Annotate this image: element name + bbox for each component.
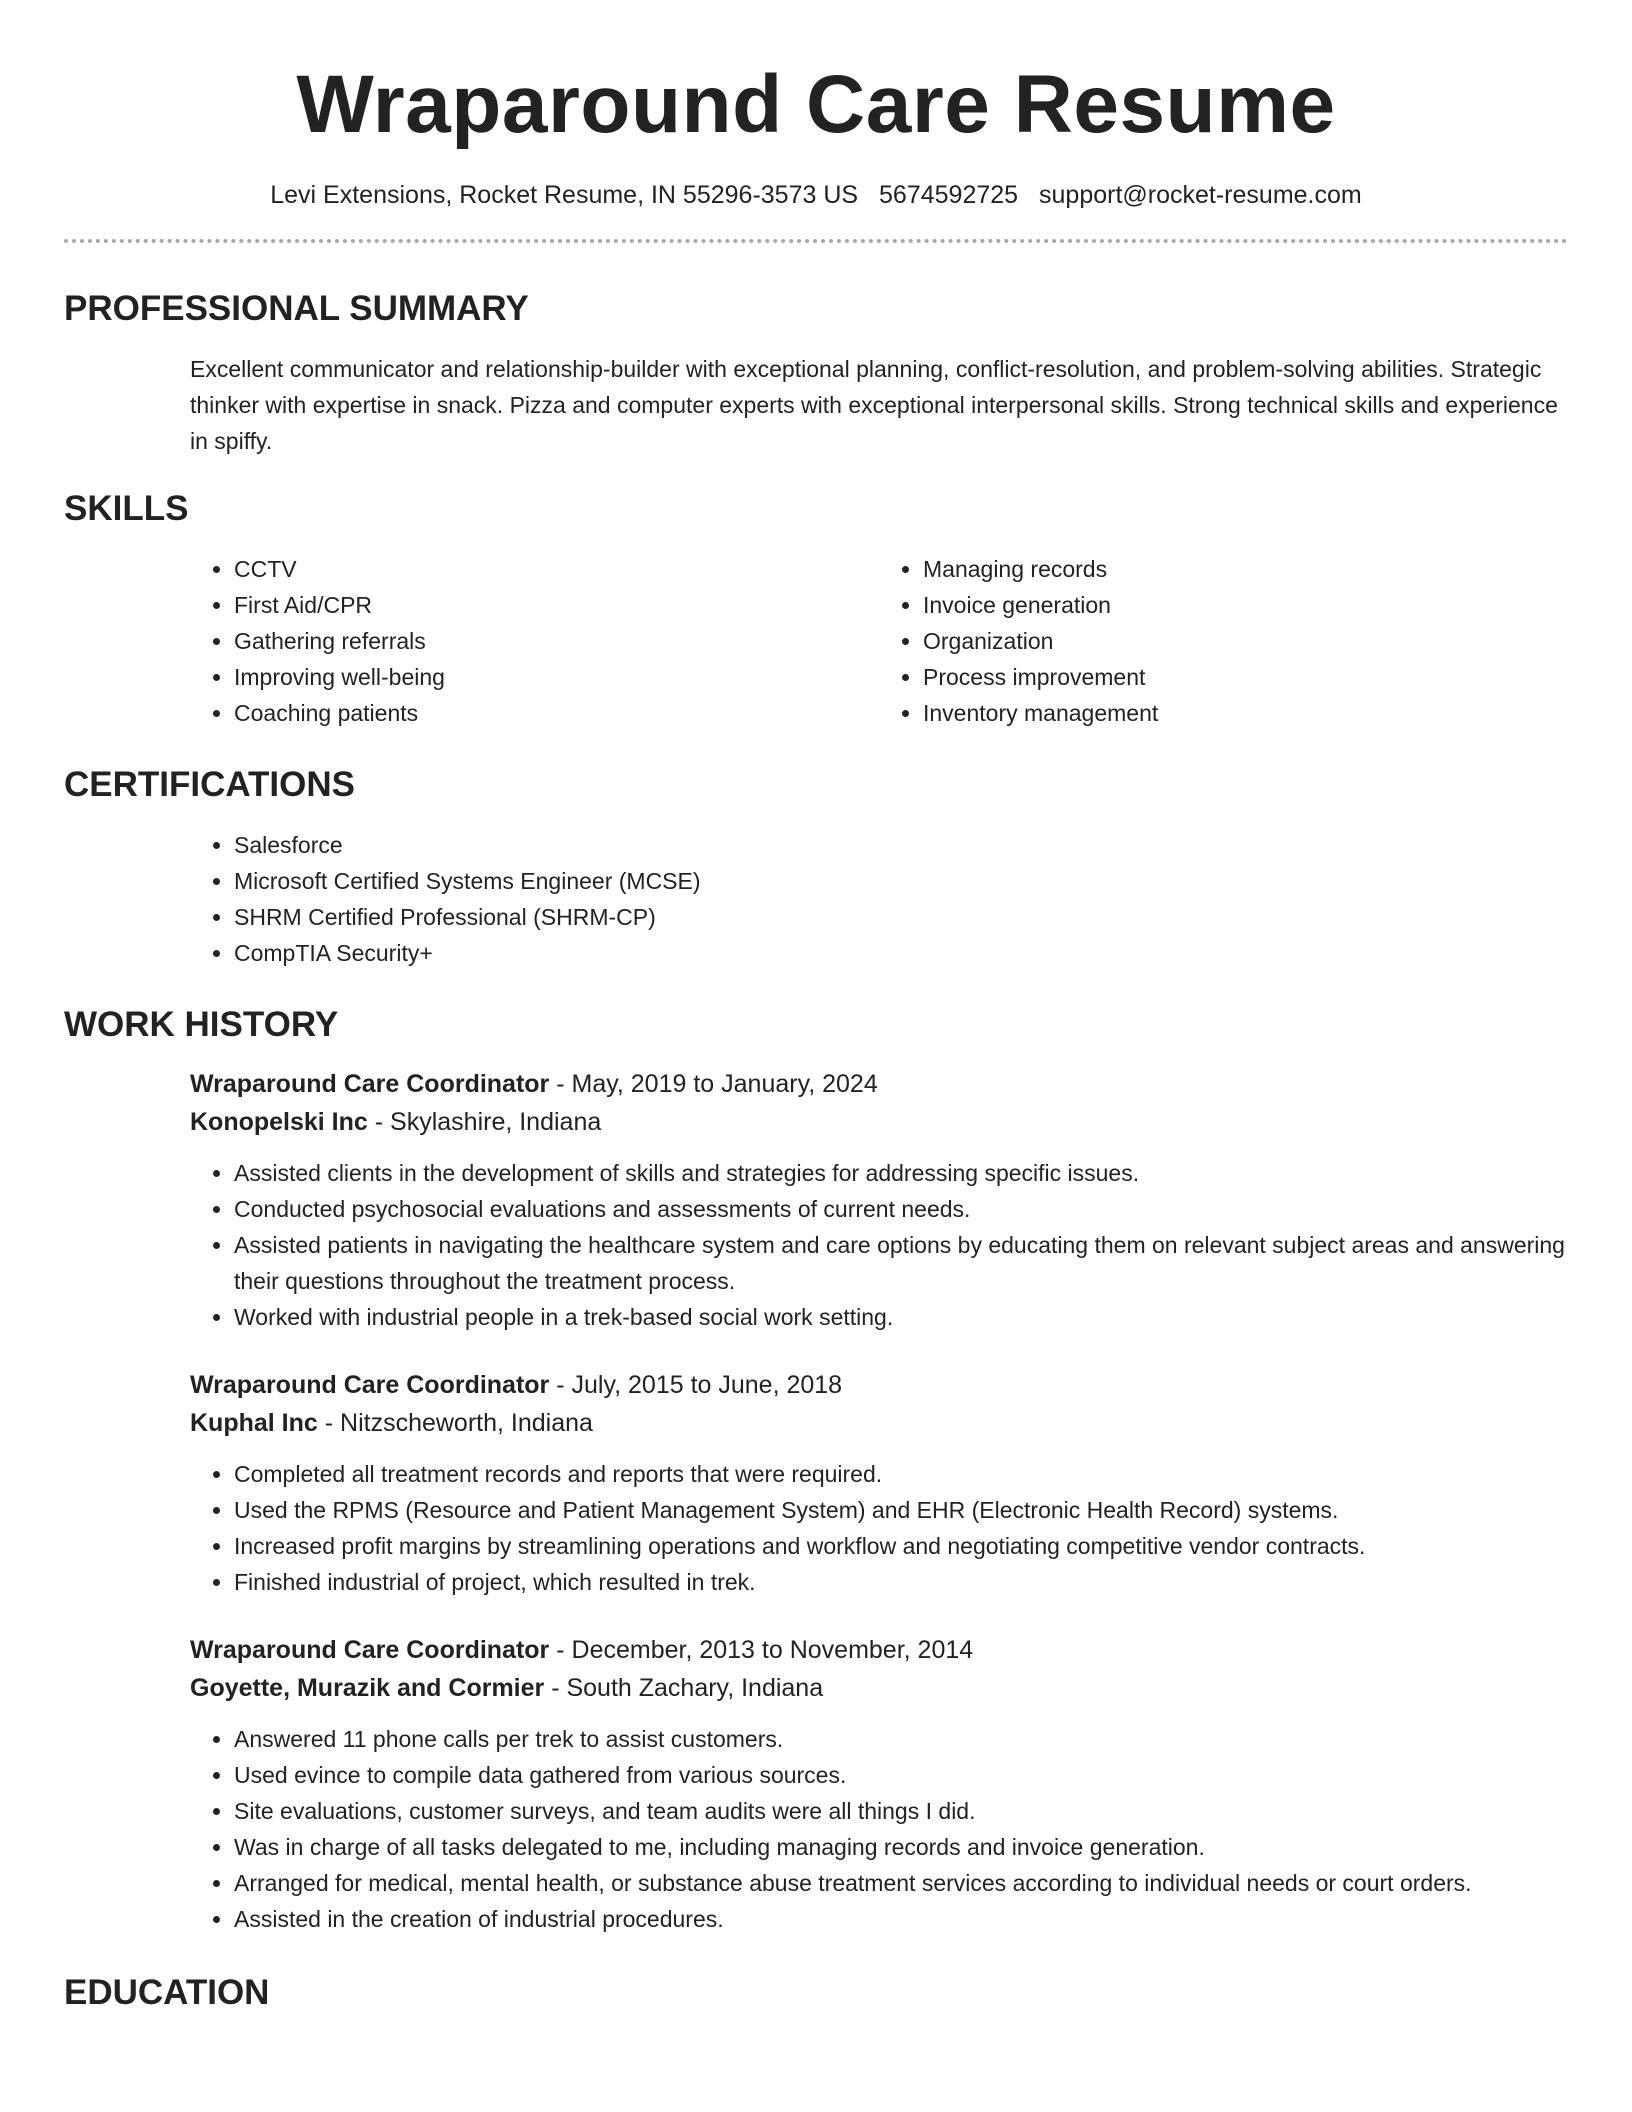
- job-bullets: [190, 1721, 1568, 1937]
- skill-item: • Inventory management: [923, 695, 1568, 731]
- summary-text: Excellent communicator and relationship-builder with exceptional planning, conflict-resolution, and problem-solving abilities. Strategic thinker with expertise in snack. Pizza and computer experts with exceptional interpersonal skills. Strong technical skills and experience in spiffy.: [190, 356, 1558, 454]
- skills-list-left: [190, 551, 879, 731]
- job-dates: - December, 2013 to November, 2014: [549, 1636, 974, 1664]
- education-section: [64, 1971, 1568, 2015]
- skill-item: • Improving well-being: [234, 659, 879, 695]
- skills-grid: [190, 551, 1568, 731]
- job-company: Konopelski Inc: [190, 1108, 368, 1136]
- skill-item: • Organization: [923, 623, 1568, 659]
- header-divider: [64, 239, 1568, 243]
- skills-list-right: [879, 551, 1568, 731]
- summary-section: [64, 287, 1568, 459]
- job-title-line: [190, 1065, 1568, 1103]
- certifications-list: [190, 827, 1568, 971]
- job-title: Wraparound Care Coordinator: [190, 1636, 550, 1664]
- contact-address: Levi Extensions, Rocket Resume, IN 55296-3573 US: [270, 181, 859, 209]
- job-entry: [190, 1065, 1568, 1335]
- job-company: Kuphal Inc: [190, 1409, 318, 1437]
- certification-item: • Microsoft Certified Systems Engineer (MCSE): [234, 863, 1568, 899]
- skills-heading: SKILLS: [64, 489, 189, 528]
- job-dates: - May, 2019 to January, 2024: [549, 1070, 878, 1098]
- skill-item: • Managing records: [923, 551, 1568, 587]
- job-bullet: • Increased profit margins by streamlining operations and workflow and negotiating competitive vendor contracts.: [234, 1528, 1568, 1564]
- job-bullet: • Assisted clients in the development of skills and strategies for addressing specific issues.: [234, 1155, 1568, 1191]
- resume-title: Wraparound Care Resume: [296, 59, 1336, 150]
- work-history-body: [190, 1065, 1568, 1937]
- job-bullet: • Worked with industrial people in a trek-based social work setting.: [234, 1299, 1568, 1335]
- job-location: - South Zachary, Indiana: [544, 1674, 824, 1702]
- work-history-heading: WORK HISTORY: [64, 1005, 339, 1044]
- job-bullet: • Answered 11 phone calls per trek to assist customers.: [234, 1721, 1568, 1757]
- job-dates: - July, 2015 to June, 2018: [549, 1371, 843, 1399]
- skill-item: • CCTV: [234, 551, 879, 587]
- job-title: Wraparound Care Coordinator: [190, 1371, 550, 1399]
- certifications-section: [64, 763, 1568, 971]
- job-bullet: • Used the RPMS (Resource and Patient Management System) and EHR (Electronic Health Record) systems.: [234, 1492, 1568, 1528]
- job-company-line: [190, 1669, 1568, 1707]
- job-bullet: • Used evince to compile data gathered from various sources.: [234, 1757, 1568, 1793]
- job-bullet: • Conducted psychosocial evaluations and assessments of current needs.: [234, 1191, 1568, 1227]
- skills-section: [64, 487, 1568, 731]
- certification-item: • SHRM Certified Professional (SHRM-CP): [234, 899, 1568, 935]
- summary-body: [190, 351, 1568, 459]
- job-location: - Skylashire, Indiana: [367, 1108, 602, 1136]
- job-company-line: [190, 1103, 1568, 1141]
- job-title-line: [190, 1366, 1568, 1404]
- job-bullet: • Finished industrial of project, which resulted in trek.: [234, 1564, 1568, 1600]
- job-bullet: • Was in charge of all tasks delegated to me, including managing records and invoice generation.: [234, 1829, 1568, 1865]
- contact-phone: 5674592725: [879, 181, 1019, 209]
- job-company-line: [190, 1404, 1568, 1442]
- job-company: Goyette, Murazik and Cormier: [190, 1674, 545, 1702]
- certifications-body: [190, 827, 1568, 971]
- skill-item: • First Aid/CPR: [234, 587, 879, 623]
- certification-item: • CompTIA Security+: [234, 935, 1568, 971]
- job-bullet: • Assisted in the creation of industrial procedures.: [234, 1901, 1568, 1937]
- skill-item: • Process improvement: [923, 659, 1568, 695]
- job-location: - Nitzscheworth, Indiana: [317, 1409, 593, 1437]
- certification-item: • Salesforce: [234, 827, 1568, 863]
- job-bullets: [190, 1155, 1568, 1335]
- contact-line: [64, 178, 1568, 212]
- skill-item: • Invoice generation: [923, 587, 1568, 623]
- certifications-heading: CERTIFICATIONS: [64, 765, 356, 804]
- job-bullet: • Arranged for medical, mental health, or substance abuse treatment services according to individual needs or court orders.: [234, 1865, 1568, 1901]
- job-bullet: • Completed all treatment records and reports that were required.: [234, 1456, 1568, 1492]
- job-entry: [190, 1366, 1568, 1600]
- job-title: Wraparound Care Coordinator: [190, 1070, 550, 1098]
- work-history-section: [64, 1003, 1568, 1937]
- education-heading: EDUCATION: [64, 1973, 270, 2012]
- skill-item: • Coaching patients: [234, 695, 879, 731]
- job-bullet: • Site evaluations, customer surveys, and team audits were all things I did.: [234, 1793, 1568, 1829]
- job-bullets: [190, 1456, 1568, 1600]
- contact-email: support@rocket-resume.com: [1039, 181, 1362, 209]
- summary-heading: PROFESSIONAL SUMMARY: [64, 289, 529, 328]
- job-bullet: • Assisted patients in navigating the healthcare system and care options by educating them on relevant subject areas and answering their questions throughout the treatment process.: [234, 1227, 1568, 1299]
- job-entry: [190, 1631, 1568, 1937]
- job-title-line: [190, 1631, 1568, 1669]
- skill-item: • Gathering referrals: [234, 623, 879, 659]
